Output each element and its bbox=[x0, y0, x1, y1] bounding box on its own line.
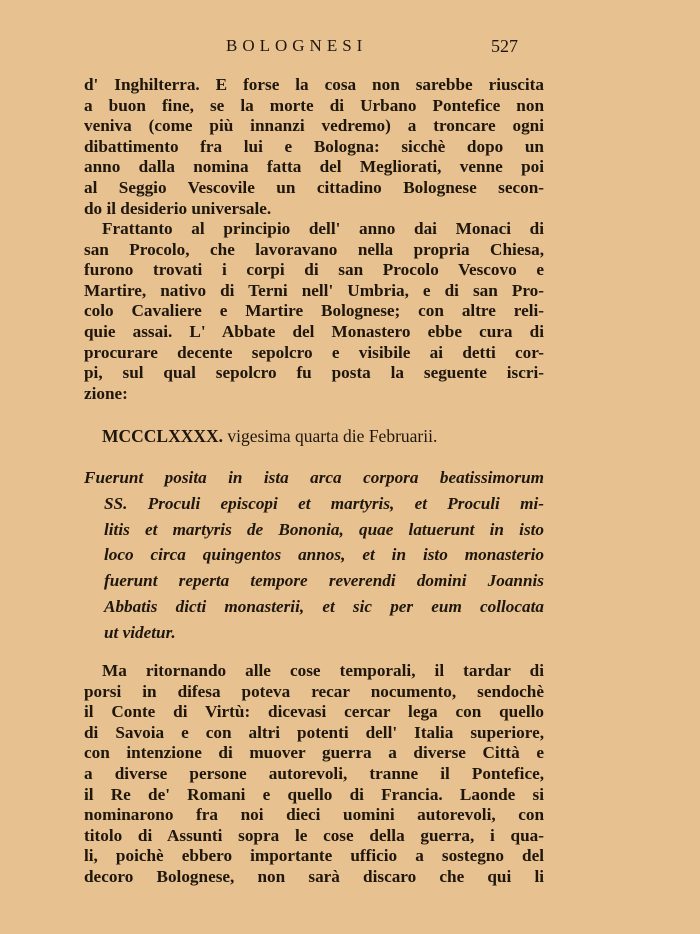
text-line: decoro Bolognese, non sarà discaro che qui li bbox=[84, 866, 544, 886]
text-line: Frattanto al principio dell' anno dai Monaci di bbox=[102, 219, 544, 238]
inscription-heading bbox=[102, 426, 437, 447]
text-line: d' Inghilterra. E forse la cosa non sarebbe riuscita bbox=[84, 75, 544, 94]
running-header bbox=[84, 36, 544, 56]
text-line: pi, sul qual sepolcro fu posta la seguente iscri- bbox=[84, 363, 544, 383]
text-line: con intenzione di muover guerra a diverse Città e bbox=[84, 743, 544, 763]
text-line: di Savoia e con altri potenti dell' Italia superiore, bbox=[84, 722, 544, 742]
text-line: li, poichè ebbero importante ufficio a sostegno del bbox=[84, 846, 544, 866]
text-line: furono trovati i corpi di san Procolo Vescovo e bbox=[84, 260, 544, 280]
text-line: Ma ritornando alle cose temporali, il tardar di bbox=[102, 661, 544, 680]
inscription-line: Abbatis dicti monasterii, et sic per eum collocata bbox=[104, 596, 544, 616]
text-line: quie assai. L' Abbate del Monastero ebbe cura di bbox=[84, 321, 544, 341]
inscription-line: loco circa quingentos annos, et in isto monasterio bbox=[104, 545, 544, 565]
paragraph-3 bbox=[84, 661, 544, 888]
page-number: 527 bbox=[491, 36, 518, 56]
text-line: do il desiderio universale. bbox=[84, 198, 272, 218]
text-line: veniva (come più innanzi vedremo) a troncare ogni bbox=[84, 116, 544, 136]
inscription-line: SS. Proculi episcopi et martyris, et Proculi mi- bbox=[104, 493, 544, 513]
text-line: il Conte di Virtù: dicevasi cercar lega con quello bbox=[84, 702, 544, 722]
text-line: porsi in difesa poteva recar nocumento, sendochè bbox=[84, 681, 544, 701]
inscription-date-numeral: MCCCLXXXX. bbox=[102, 426, 224, 446]
inscription-line: Fuerunt posita in ista arca corpora beatissimorum bbox=[84, 468, 544, 487]
text-line: a diverse persone autorevoli, tranne il Pontefice, bbox=[84, 763, 544, 783]
inscription-line: fuerunt reperta tempore reverendi domini Joannis bbox=[104, 571, 544, 591]
text-line: san Procolo, che lavoravano nella propria Chiesa, bbox=[84, 239, 544, 259]
text-line: il Re de' Romani e quello di Francia. Laonde si bbox=[84, 784, 544, 804]
inscription-line: litis et martyris de Bononia, quae latuerunt in isto bbox=[104, 519, 544, 539]
text-line: zione: bbox=[84, 383, 128, 403]
text-line: titolo di Assunti sopra le cose della guerra, i qua- bbox=[84, 825, 544, 845]
text-line: dibattimento fra lui e Bologna: sicchè dopo un bbox=[84, 136, 544, 156]
text-line: al Seggio Vescovile un cittadino Bolognese secon- bbox=[84, 177, 544, 197]
text-line: a buon fine, se la morte di Urbano Pontefice non bbox=[84, 95, 544, 115]
running-title: BOLOGNESI bbox=[226, 36, 368, 55]
inscription-line: ut videtur. bbox=[104, 622, 176, 642]
inscription-text bbox=[84, 465, 544, 646]
inscription-date-text: vigesima quarta die Februarii. bbox=[223, 426, 438, 446]
paragraph-2 bbox=[84, 219, 544, 404]
text-line: Martire, nativo di Terni nell' Umbria, e di san Pro- bbox=[84, 280, 544, 300]
paragraph-1 bbox=[84, 75, 544, 219]
text-line: nominarono fra noi dieci uomini autorevoli, con bbox=[84, 805, 544, 825]
text-line: anno dalla nomina fatta del Megliorati, venne poi bbox=[84, 157, 544, 177]
text-line: colo Cavaliere e Martire Bolognese; con altre reli- bbox=[84, 301, 544, 321]
text-line: procurare decente sepolcro e visibile ai detti cor- bbox=[84, 342, 544, 362]
